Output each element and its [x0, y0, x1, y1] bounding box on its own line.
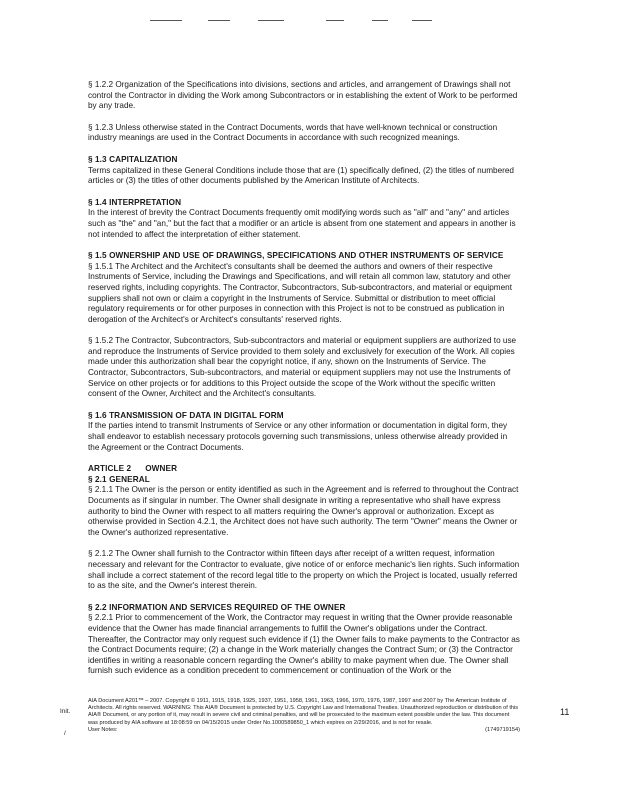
section-1-5: [88, 251, 520, 325]
document-body: [88, 80, 520, 688]
section-2-2: [88, 603, 520, 677]
section-1-5-2: § 1.5.2 The Contractor, Subcontractors, Sub-subcontractors and material or equipment suppliers are authorized to use and reproduce the Instruments of Service provided to them solely and exclusively for execution of the Work. All copies made under this authorization shall bear the copyright notice, if any, shown on the Instruments of Service. The Contractor, Subcontractors, Sub-subcontractors, and material or equipment suppliers may not use the Instruments of Service on other projects or for additions to this Project outside the scope of the Work without the specific written consent of the Owner, Architect and the Architect's consultants.: [88, 336, 517, 399]
capitalization-text: Terms capitalized in these General Conditions include those that are (1) specifically defined, (2) the titles of numbered articles or (3) the titles of other documents published by the American Institute of Architects.: [88, 165, 514, 186]
transmission-text: If the parties intend to transmit Instruments of Service or any other information or documentation in digital form, they shall endeavor to establish necessary protocols governing such transmissions, unless otherwise already provided in the Agreement or the Contract Documents.: [88, 421, 508, 452]
section-2-2-1: § 2.2.1 Prior to commencement of the Work, the Contractor may request in writing that the Owner provide reasonable evidence that the Owner has made financial arrangements to fulfill the Owner's obligations under the Contract. Thereafter, the Contractor may only request such evidence if (1) the Owner fails to make payments to the Contractor as the Contract Documents require; (2) a change in the Work materially changes the Contract Sum; or (3) the Contractor identifies in writing a reasonable concern regarding the Owner's ability to make payment when due. The Owner shall furnish such evidence as a condition precedent to commencement or continuation of the Work or the: [88, 613, 520, 676]
section-1-4: [88, 198, 520, 240]
section-1-3: [88, 155, 520, 187]
init-label: Init.: [60, 708, 71, 715]
heading-owner-info: § 2.2 INFORMATION AND SERVICES REQUIRED OF THE OWNER: [88, 602, 346, 612]
initials-box: [60, 708, 70, 738]
article-2: [88, 464, 520, 538]
footer-user-notes: User Notes:: [88, 726, 118, 733]
section-1-2-3: § 1.2.3 Unless otherwise stated in the Contract Documents, words that have well-known technical or construction industry meanings are used in the Contract Documents in accordance with such recognized meanings.: [88, 122, 498, 143]
footer-copyright: AIA Document A201™ – 2007. Copyright © 1911, 1915, 1918, 1925, 1937, 1951, 1958, 1961, 1963, 1966, 1970, 1976, 1987, 1997 and 2007 by The American Institute of Architects. All rights reserved. WARNING: This AIA® Document is protected by U.S. Copyright Law and International Treaties. Unauthorized reproduction or distribution of this AIA® Document, or any portion of it, may result in severe civil and criminal penalties, and will be prosecuted to the maximum extent possible under the law. This document was produced by AIA software at 18:08:59 on 04/15/2015 under Order No.1000589850_1 which expires on 2/29/2016, and is not for resale.: [88, 698, 519, 726]
header-rule-marks: [150, 20, 450, 26]
section-1-2-2: § 1.2.2 Organization of the Specifications into divisions, sections and articles, and arrangement of Drawings shall not control the Contractor in dividing the Work among Subcontractors or in establishing the extent of Work to be performed by any trade.: [88, 80, 518, 111]
section-2-1-2: § 2.1.2 The Owner shall furnish to the Contractor within fifteen days after receipt of a written request, information necessary and relevant for the Contractor to evaluate, give notice of or enforce mechanic's lien rights. Such information shall include a correct statement of the record legal title to the property on which the Project is located, usually referred to as the site, and the Owner's interest therein.: [88, 549, 520, 591]
heading-ownership: § 1.5 OWNERSHIP AND USE OF DRAWINGS, SPECIFICATIONS AND OTHER INSTRUMENTS OF SERVICE: [88, 251, 504, 261]
footer: [88, 698, 520, 734]
article-2-label: ARTICLE 2: [88, 464, 132, 474]
heading-transmission: § 1.6 TRANSMISSION OF DATA IN DIGITAL FORM: [88, 410, 284, 420]
footer-reference-number: (1749719154): [485, 726, 520, 733]
section-1-5-1: § 1.5.1 The Architect and the Architect's consultants shall be deemed the authors and owners of their respective Instruments of Service, including the Drawings and Specifications, and will retain all common law, statutory and other reserved rights, including copyrights. The Contractor, Subcontractors, Sub-subcontractors, and material or equipment suppliers shall not own or claim a copyright in the Instruments of Service. Submittal or distribution to meet official regulatory requirements or for other purposes in connection with this Project is not to be construed as publication in derogation of the Architect's or Architect's consultants' reserved rights.: [88, 261, 512, 324]
article-2-title: OWNER: [145, 464, 178, 474]
heading-interpretation: § 1.4 INTERPRETATION: [88, 197, 182, 207]
article-2-heading: [88, 464, 520, 475]
page-number: 11: [560, 707, 570, 717]
heading-capitalization: § 1.3 CAPITALIZATION: [88, 154, 178, 164]
interpretation-text: In the interest of brevity the Contract Documents frequently omit modifying words such as "all" and "any" and articles such as "the" and "an," but the fact that a modifier or an article is absent from one statement and appears in another is not intended to affect the interpretation of either statement.: [88, 208, 516, 239]
init-slash: /: [64, 730, 66, 737]
section-1-6: [88, 411, 520, 453]
heading-general: § 2.1 GENERAL: [88, 474, 150, 484]
section-2-1-1: § 2.1.1 The Owner is the person or entity identified as such in the Agreement and is referred to throughout the Contract Documents as if singular in number. The Owner shall designate in writing a representative who shall have express authority to bind the Owner with respect to all matters requiring the Owner's approval or authorization. Except as otherwise provided in Section 4.2.1, the Architect does not have such authority. The term "Owner" means the Owner or the Owner's authorized representative.: [88, 485, 519, 537]
